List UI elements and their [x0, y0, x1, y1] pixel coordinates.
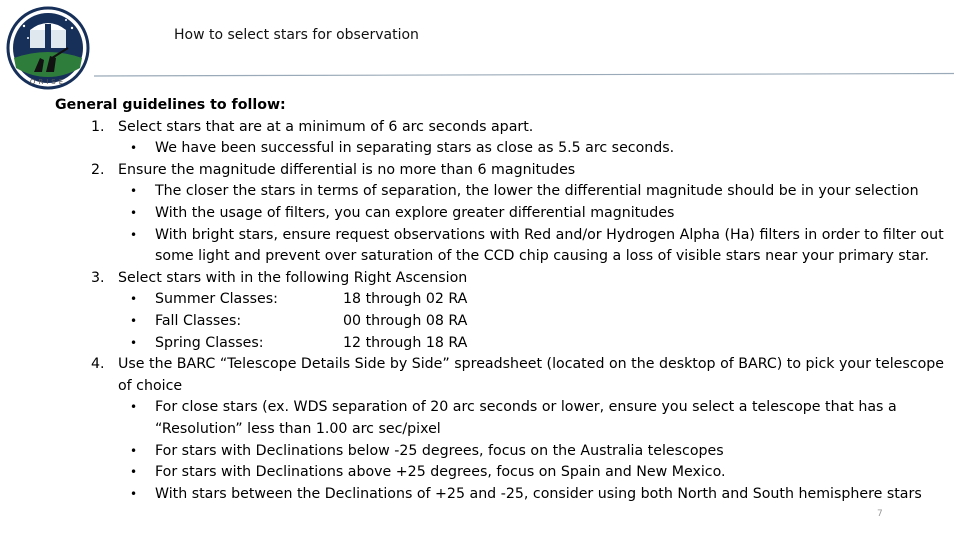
sub-item [118, 462, 955, 484]
sub-text: With the usage of filters, you can explore greater differential magnitudes [155, 204, 675, 221]
season-range: 18 through 02 RA [343, 291, 468, 308]
sub-text: With stars between the Declinations of +25 and -25, consider using both North and South hemisphere stars [155, 485, 922, 502]
bullet-icon: • [130, 205, 138, 220]
guidelines-content [55, 95, 955, 505]
sub-item [118, 203, 955, 225]
header-divider [94, 72, 954, 78]
step-text: Select stars that are at a minimum of 6 arc seconds apart. [118, 118, 534, 135]
bullet-icon: • [130, 227, 138, 242]
sub-list [118, 289, 955, 354]
sub-list [118, 138, 955, 160]
step-text: Ensure the magnitude differential is no more than 6 magnitudes [118, 161, 576, 178]
sub-list [118, 397, 955, 505]
step-item [55, 117, 955, 160]
step-number: 3. [91, 269, 105, 286]
sub-item [118, 225, 955, 268]
sub-item [118, 181, 955, 203]
step-text: Select stars with in the following Right Ascension [118, 269, 468, 286]
sub-item [118, 441, 955, 463]
sub-list [118, 181, 955, 267]
season-range: 00 through 08 RA [343, 312, 468, 329]
sub-text: We have been successful in separating stars as close as 5.5 arc seconds. [155, 140, 675, 157]
season-item [118, 333, 955, 355]
bullet-icon: • [130, 443, 138, 458]
bullet-icon: • [130, 141, 138, 156]
bullet-icon: • [130, 400, 138, 415]
bullet-icon: • [130, 335, 138, 350]
step-number: 1. [91, 118, 105, 135]
bullet-icon: • [130, 184, 138, 199]
bullet-icon: • [130, 313, 138, 328]
step-item [55, 354, 955, 505]
step-number: 4. [91, 356, 105, 373]
sub-text: For stars with Declinations above +25 degrees, focus on Spain and New Mexico. [155, 464, 726, 481]
step-text: Use the BARC “Telescope Details Side by Side” spreadsheet (located on the desktop of BARC) to pick your telescope of choice [118, 356, 944, 394]
step-item [55, 160, 955, 268]
bullet-icon: • [130, 465, 138, 480]
steps-list [55, 117, 955, 506]
guidelines-heading: General guidelines to follow: [55, 97, 286, 113]
step-item [55, 268, 955, 354]
sub-text: For stars with Declinations below -25 degrees, focus on the Australia telescopes [155, 442, 724, 459]
sub-text: With bright stars, ensure request observations with Red and/or Hydrogen Alpha (Ha) filters in order to filter out some light and prevent over saturation of the CCD chip causing a loss of visible stars near your primary star. [155, 226, 944, 265]
season-name: Spring Classes: [155, 334, 264, 351]
season-item [118, 289, 955, 311]
sub-text: The closer the stars in terms of separation, the lower the differential magnitude should be in your selection [155, 183, 919, 200]
sub-text: For close stars (ex. WDS separation of 20 arc seconds or lower, ensure you select a telescope that has a “Resolution” less than 1.00 arc sec/pixel [155, 399, 897, 437]
logo-text: ORISE [29, 78, 67, 86]
slide-title: How to select stars for observation [174, 27, 419, 43]
season-name: Fall Classes: [155, 312, 242, 329]
page-number: 7 [877, 509, 883, 519]
sub-item [118, 397, 955, 440]
season-range: 12 through 18 RA [343, 334, 468, 351]
bullet-icon: • [130, 486, 138, 501]
sub-item [118, 138, 955, 160]
sub-item [118, 484, 955, 506]
step-number: 2. [91, 161, 105, 178]
season-item [118, 311, 955, 333]
season-name: Summer Classes: [155, 291, 278, 308]
bullet-icon: • [130, 292, 138, 307]
